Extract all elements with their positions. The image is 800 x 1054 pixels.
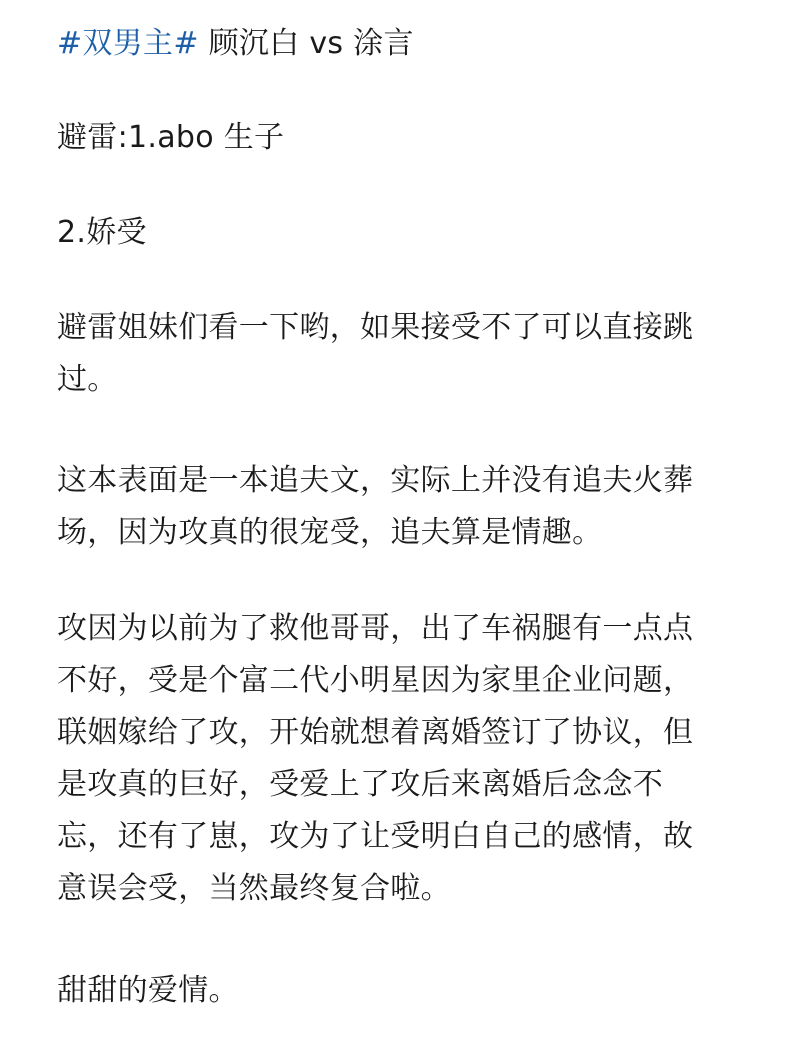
closing-paragraph: [57, 965, 737, 1017]
summary-line: 场，因为攻真的很宠受，追夫算是情趣。: [57, 515, 603, 550]
plot-line: 不好，受是个富二代小明星因为家里企业问题，: [57, 663, 694, 698]
summary-line: 这本表面是一本追夫文，实际上并没有追夫火葬: [57, 463, 694, 498]
plot-line: 是攻真的巨好，受爱上了攻后来离婚后念念不: [57, 767, 663, 802]
warning-text-2: 2.娇受: [57, 215, 147, 250]
warning-paragraph-1: [57, 112, 737, 164]
plot-line: 攻因为以前为了救他哥哥，出了车祸腿有一点点: [57, 611, 694, 646]
notice-paragraph: [57, 302, 737, 406]
notice-line: 避雷姐妹们看一下哟，如果接受不了可以直接跳: [57, 310, 694, 345]
post-title: [57, 18, 737, 70]
notice-line: 过。: [57, 362, 118, 397]
plot-line: 联姻嫁给了攻，开始就想着离婚签订了协议，但: [57, 715, 694, 750]
summary-paragraph: [57, 455, 737, 559]
title-text: 顾沉白 vs 涂言: [198, 26, 414, 61]
plot-paragraph: [57, 603, 737, 915]
warning-text-1: 避雷:1.abo 生子: [57, 120, 285, 155]
closing-text: 甜甜的爱情。: [57, 973, 239, 1008]
hashtag-link[interactable]: #双男主#: [57, 26, 199, 61]
plot-line: 忘，还有了崽，攻为了让受明白自己的感情，故: [57, 819, 694, 854]
warning-paragraph-2: [57, 207, 737, 259]
plot-line: 意误会受，当然最终复合啦。: [57, 871, 451, 906]
